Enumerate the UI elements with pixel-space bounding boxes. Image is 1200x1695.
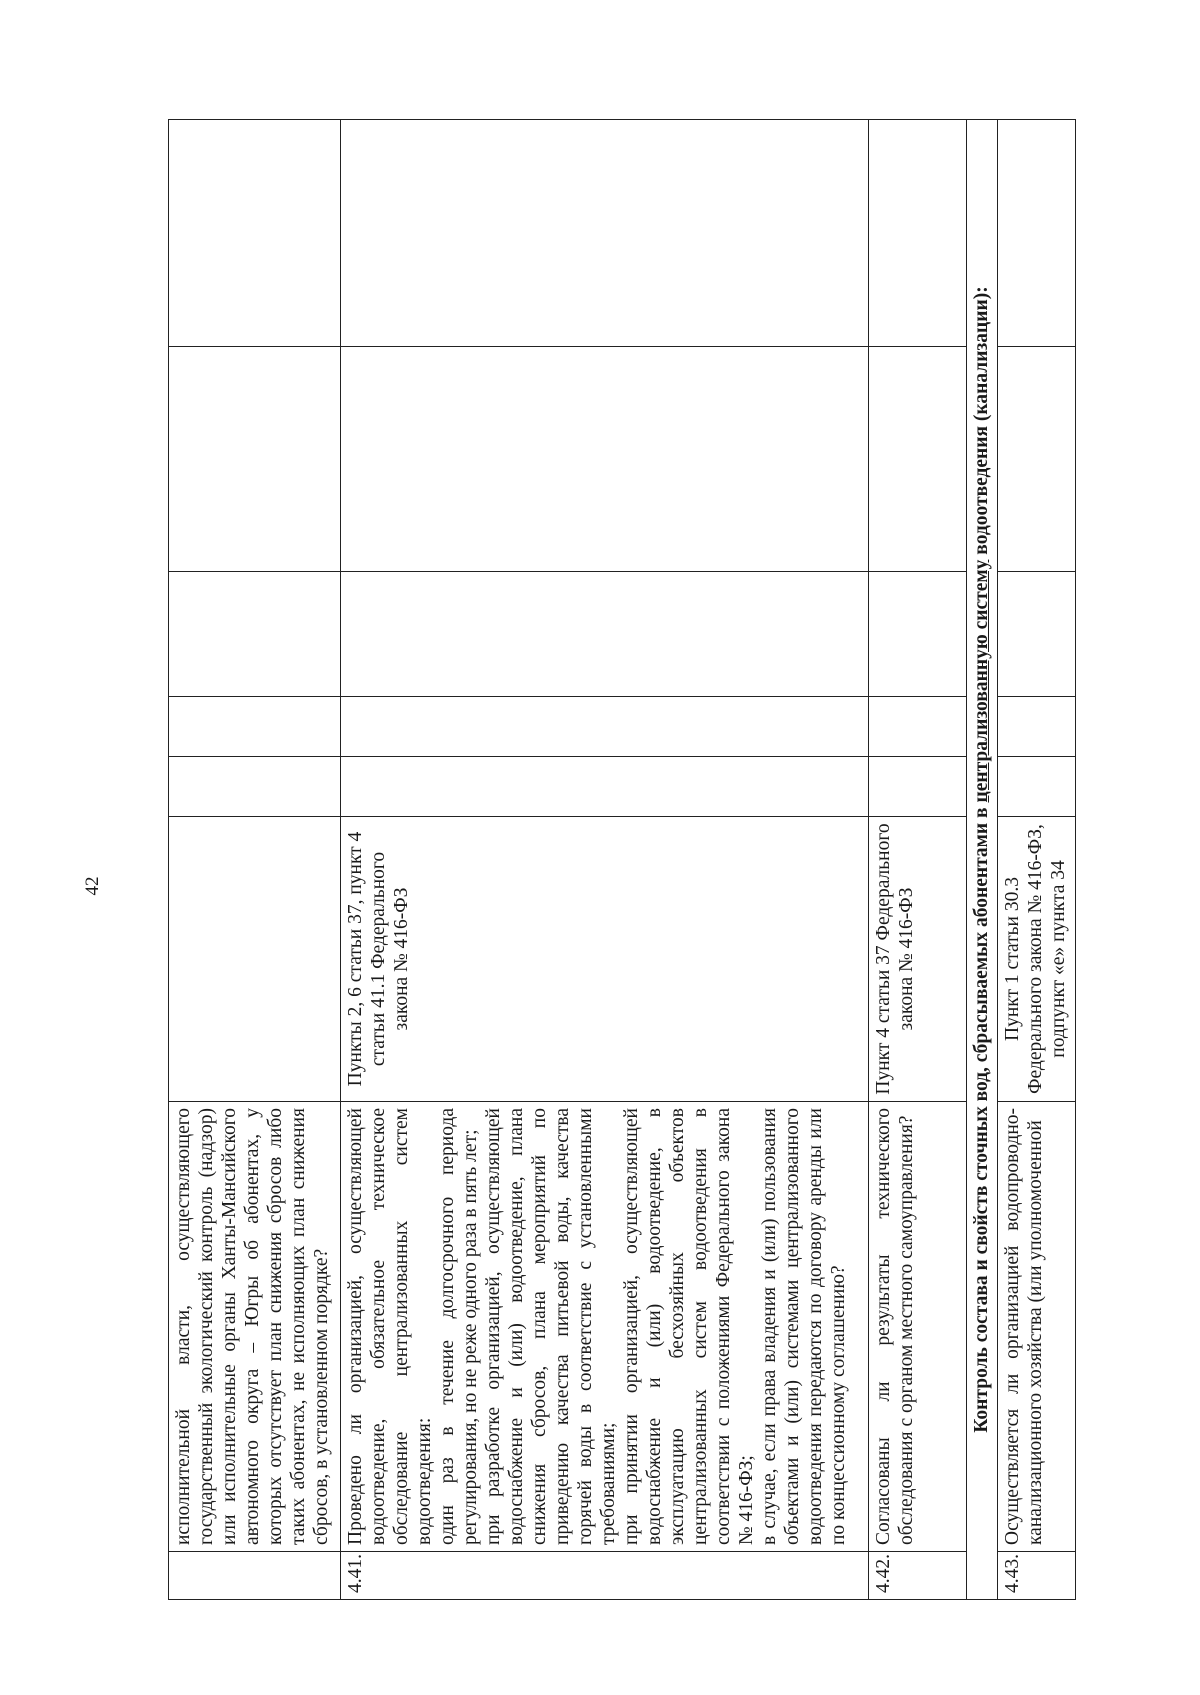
answer-cell [169,347,341,572]
row-number: 4.41. [340,1552,868,1600]
answer-cell [998,757,1076,817]
answer-cell [998,572,1076,697]
answer-cell [340,757,868,817]
question-text: в случае, если права владения и (или) пользования объектами и (или) системами централизованного водоотведения передаются по договору аренды или по концессионному соглашению? [758,1108,849,1545]
answer-cell [998,120,1076,347]
question-text: при разработке организацией, осуществляющей водоснабжение и (или) водоотведение, плана снижения сбросов, плана мероприятий по приведению качества питьевой воды, качества горячей воды в соответствие с установленными требованиями; [482,1108,619,1545]
answer-cell [340,572,868,697]
question-text: Согласованы ли результаты технического обследования с органом местного самоуправления? [873,1108,918,1545]
answer-cell [869,120,967,347]
section-header-row [967,120,998,1600]
row-number: 4.43. [998,1552,1076,1600]
answer-cell [869,757,967,817]
table-row [998,120,1076,1600]
section-title [967,120,998,1600]
page-number: 42 [82,876,103,896]
section-title-underlined: централизованную систему [971,559,993,803]
question-text: при принятии организацией, осуществляющей водоснабжение и (или) водоотведение, в эксплуатацию бесхозяйных объектов централизованных систем водоотведения в соответствии с положениями Федерального закона № 416-ФЗ; [620,1108,757,1545]
answer-cell [869,572,967,697]
answer-cell [998,697,1076,757]
rotated-table-frame [168,120,1076,1600]
row-number [169,1552,341,1600]
question-text: исполнительной власти, осуществляющего государственный экологический контроль (надзор) или исполнительные органы Ханты-Мансийского автономного округа – Югры об абонентах, у которых отсутствует план снижения сбросов либо таких абонентах, не исполняющих план снижения сбросов, в установленном порядке? [173,1108,332,1545]
section-title-part: Контроль состава и свойств сточных вод, сбрасываемых абонентами в [971,802,993,1433]
question-cell [998,1102,1076,1552]
answer-cell [169,572,341,697]
answer-cell [998,347,1076,572]
question-text: Проведено ли организацией, осуществляющей водоотведение, обязательное техническое обследование централизованных систем водоотведения: [344,1108,435,1545]
answer-cell [340,347,868,572]
answer-cell [340,697,868,757]
answer-cell [869,347,967,572]
answer-cell [340,120,868,347]
question-text: один раз в течение долгосрочного периода регулирования, но не реже одного раза в пять лет; [436,1108,481,1545]
question-cell [340,1102,868,1552]
question-cell [869,1102,967,1552]
answer-cell [169,697,341,757]
row-number: 4.42. [869,1552,967,1600]
table-row [869,120,967,1600]
law-reference-cell: Пункты 2, 6 статьи 37, пункт 4 статьи 41.1 Федерального закона № 416-ФЗ [340,817,868,1102]
answer-cell [869,697,967,757]
law-reference-cell: Пункт 4 статьи 37 Федерального закона № 416-ФЗ [869,817,967,1102]
table-row [169,120,341,1600]
answer-cell [169,757,341,817]
question-cell [169,1102,341,1552]
answer-cell [169,120,341,347]
table-row [340,120,868,1600]
checklist-table [168,119,1076,1600]
section-title-part: водоотведения (канализации): [971,286,993,560]
law-reference-cell: Пункт 1 статьи 30.3 Федерального закона № 416-ФЗ, подпункт «е» пункта 34 [998,817,1076,1102]
question-text: Осуществляется ли организацией водопроводно-канализационного хозяйства (или уполномоченной [1002,1108,1047,1545]
law-reference-cell [169,817,341,1102]
